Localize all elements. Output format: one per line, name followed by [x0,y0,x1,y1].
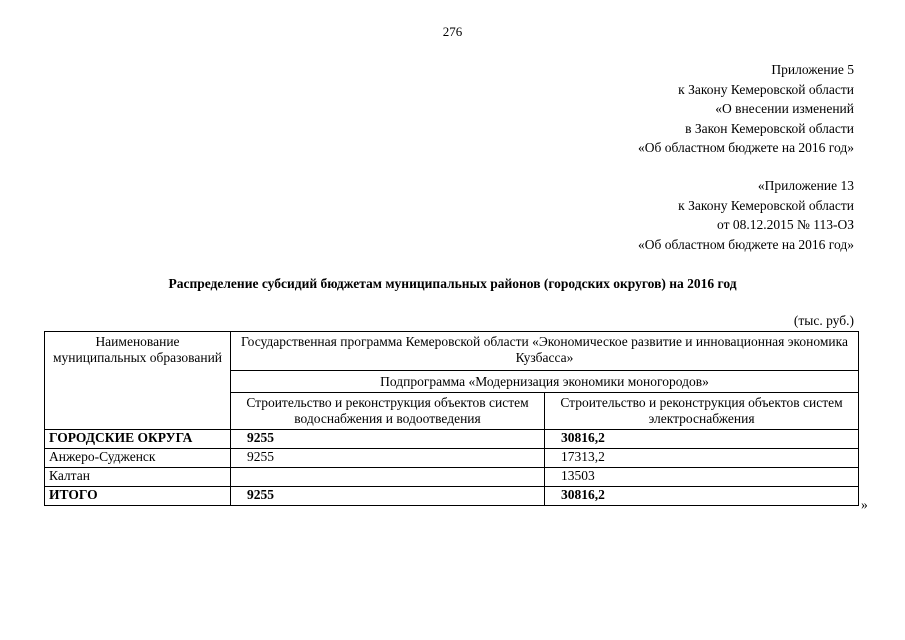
appendix-header-line: в Закон Кемеровской области [685,120,854,136]
row-name: ИТОГО [45,487,231,506]
subsidy-table [44,331,859,506]
program-header: Государственная программа Кемеровской области «Экономическое развитие и инновационная экономика Кузбасса» [231,332,859,371]
appendix-previous [638,176,854,254]
document-title: Распределение субсидий бюджетам муниципальных районов (городских округов) на 2016 год [168,276,737,291]
row-value-power: 30816,2 [545,430,859,449]
appendix-previous-line: от 08.12.2015 № 113-ОЗ [717,217,854,232]
subprogram-header: Подпрограмма «Модернизация экономики моногородов» [231,371,859,393]
col1-header: Строительство и реконструкция объектов систем водоснабжения и водоотведения [231,393,545,430]
col-name-header: Наименование муниципальных образований [45,332,231,430]
col2-header: Строительство и реконструкция объектов систем электроснабжения [545,393,859,430]
table-row [45,449,859,468]
table-row [45,430,859,449]
closing-quote: » [861,497,868,512]
table-row-total [45,487,859,506]
appendix-header-line: «Об областном бюджете на 2016 год» [638,140,854,155]
appendix-header [638,60,854,158]
page-number: 276 [442,24,463,39]
table-row [45,468,859,487]
appendix-previous-line: «Приложение 13 [757,178,854,193]
row-value-water: 9255 [231,449,545,468]
appendix-header-line: Приложение 5 [771,62,854,77]
row-value-power: 13503 [545,468,859,487]
row-value-power: 30816,2 [545,487,859,506]
row-value-water [231,468,545,487]
appendix-header-line: к Закону Кемеровской области [678,81,854,97]
table-header-row [45,332,859,371]
row-name: ГОРОДСКИЕ ОКРУГА [45,430,231,449]
row-name: Калтан [45,468,231,487]
appendix-header-line: «О внесении изменений [715,101,854,116]
units-label: (тыс. руб.) [793,313,854,328]
appendix-previous-line: к Закону Кемеровской области [678,197,854,213]
row-value-water: 9255 [231,430,545,449]
row-value-power: 17313,2 [545,449,859,468]
row-value-water: 9255 [231,487,545,506]
appendix-previous-line: «Об областном бюджете на 2016 год» [638,236,854,252]
row-name: Анжеро-Судженск [45,449,231,468]
